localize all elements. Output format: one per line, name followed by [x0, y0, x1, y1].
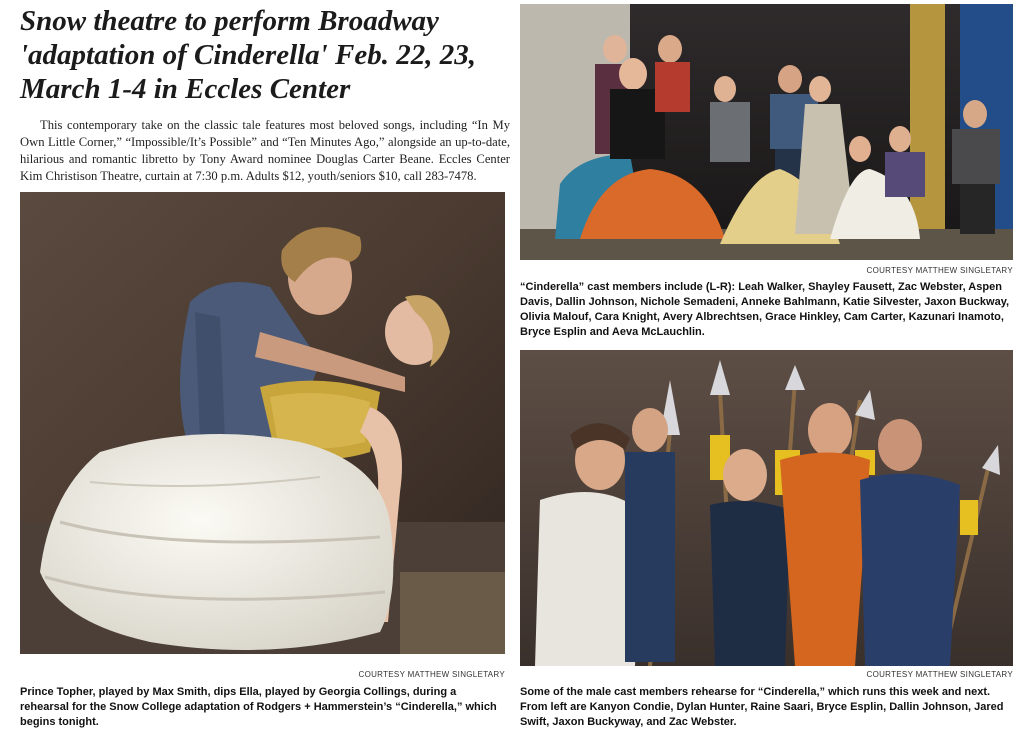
- photo-credit-cast: COURTESY MATTHEW SINGLETARY: [866, 266, 1013, 275]
- caption-cast: “Cinderella” cast members include (L-R): Leah Walker, Shayley Fausett, Zac Webster, Aspen Davis, Dallin Johnson, Nichole Semadeni, Anneke Bahlmann, Katie Silvester, Jaxon Buckway, Olivia Malouf, Cara Knight, Avery Albrechtsen, Grace Hinkley, Cam Carter, Kazunari Inamoto, Bryce Esplin and Aeva McLauchlin.: [520, 281, 1010, 338]
- caption-male: Some of the male cast members rehearse for “Cinderella,” which runs this week and next. From left are Kanyon Condie, Dylan Hunter, Raine Saari, Bryce Esplin, Dallin Johnson, Jared Swift, Jaxon Buckyway, and Zac Webster.: [520, 686, 1004, 728]
- photo-credit-main: COURTESY MATTHEW SINGLETARY: [358, 670, 505, 679]
- headline: Snow theatre to perform Broadway 'adaptation of Cinderella' Feb. 22, 23, March 1-4 in Eccles Center: [20, 5, 476, 105]
- photo-credit-male: COURTESY MATTHEW SINGLETARY: [866, 670, 1013, 679]
- photo-cast-group: [520, 4, 1013, 260]
- photo-male-cast: [520, 350, 1013, 666]
- lead-paragraph: This contemporary take on the classic tale features most beloved songs, including “In My Own Little Corner,” “Impossible/It’s Possible” and “Ten Minutes Ago,” alongside an up-to-date, hilarious and romantic libretto by Tony Award nominee Douglas Carter Beane. Eccles Center Kim Christison Theatre, curtain at 7:30 p.m. Adults $12, youth/seniors $10, call 283-7478.: [20, 118, 510, 183]
- photo-prince-dips-ella: [20, 192, 505, 654]
- caption-main: Prince Topher, played by Max Smith, dips Ella, played by Georgia Collings, during a rehearsal for the Snow College adaptation of Rodgers + Hammerstein’s “Cinderella,” which begins tonight.: [20, 686, 497, 728]
